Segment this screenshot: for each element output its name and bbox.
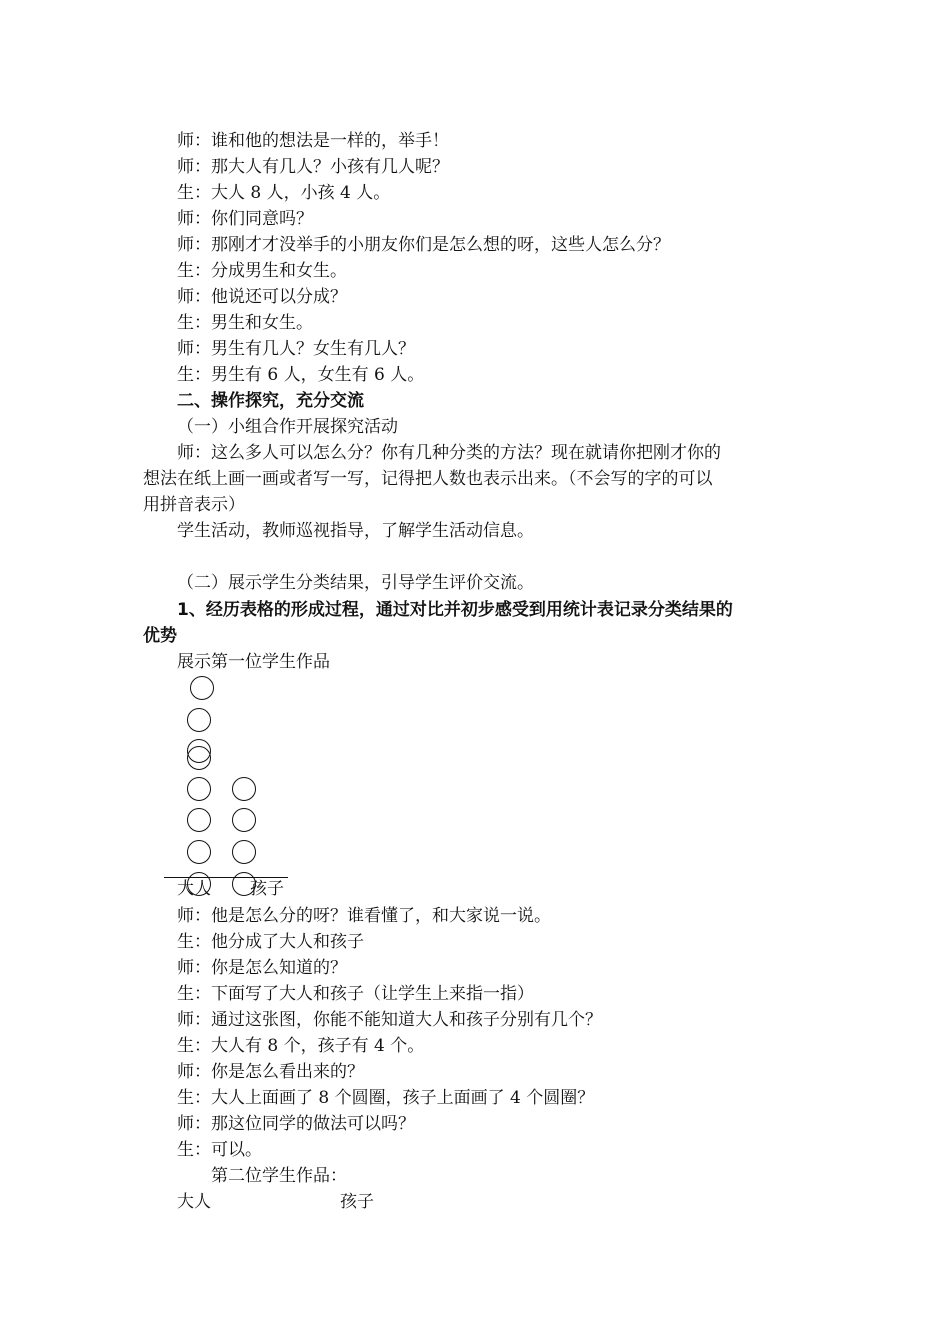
dialogue-line: 师：男生有几人？女生有几人？ [177, 339, 415, 359]
drawing-label-children: 孩子 [250, 879, 284, 899]
subsection-heading: （二）展示学生分类结果，引导学生评价交流。 [177, 573, 534, 593]
paragraph-line: 用拼音表示） [143, 495, 245, 515]
dialogue-line: 师：他是怎么分的呀？谁看懂了，和大家说一说。 [177, 906, 551, 926]
dialogue-line: 生：男生有 6 人，女生有 6 人。 [177, 365, 425, 385]
circle-mark [190, 676, 214, 700]
section-heading: 二、操作探究，充分交流 [177, 391, 364, 411]
dialogue-line: 师：你是怎么看出来的？ [177, 1062, 364, 1082]
dialogue-line: 师：那大人有几人？小孩有几人呢？ [177, 157, 449, 177]
second-label-children: 孩子 [340, 1192, 374, 1212]
circle-mark [187, 777, 211, 801]
circle-mark [187, 840, 211, 864]
dialogue-line: 师：你是怎么知道的？ [177, 958, 347, 978]
dialogue-line: 师：他说还可以分成？ [177, 287, 347, 307]
circle-mark [232, 777, 256, 801]
drawing-label-adults: 大人 [177, 879, 211, 899]
dialogue-line: 师：谁和他的想法是一样的，举手！ [177, 131, 449, 151]
dialogue-line: 生：分成男生和女生。 [177, 261, 347, 281]
dialogue-line: 师：通过这张图，你能不能知道大人和孩子分别有几个？ [177, 1010, 602, 1030]
paragraph-line: 第二位学生作品： [211, 1166, 347, 1186]
dialogue-line: 师：那这位同学的做法可以吗？ [177, 1114, 415, 1134]
dialogue-line: 师：那刚才才没举手的小朋友你们是怎么想的呀，这些人怎么分？ [177, 235, 670, 255]
point-heading: 优势 [143, 626, 177, 646]
circle-mark [187, 808, 211, 832]
circle-mark [232, 808, 256, 832]
dialogue-line: 生：他分成了大人和孩子 [177, 932, 364, 952]
subsection-heading: （一）小组合作开展探究活动 [177, 417, 398, 437]
circle-mark [232, 840, 256, 864]
circle-mark [187, 746, 211, 770]
second-label-adults: 大人 [177, 1192, 211, 1212]
circle-mark [187, 708, 211, 732]
paragraph-line: 师：这么多人可以怎么分？你有几种分类的方法？现在就请你把刚才你的 [177, 443, 721, 463]
dialogue-line: 生：大人上面画了 8 个圆圈，孩子上面画了 4 个圆圈？ [177, 1088, 595, 1108]
dialogue-line: 生：下面写了大人和孩子（让学生上来指一指） [177, 984, 534, 1004]
paragraph-line: 展示第一位学生作品 [177, 652, 330, 672]
dialogue-line: 生：男生和女生。 [177, 313, 313, 333]
point-heading: 1、经历表格的形成过程，通过对比并初步感受到用统计表记录分类结果的 [177, 600, 733, 620]
dialogue-line: 生：大人 8 人，小孩 4 人。 [177, 183, 391, 203]
paragraph-line: 学生活动，教师巡视指导，了解学生活动信息。 [177, 521, 534, 541]
dialogue-line: 师：你们同意吗？ [177, 209, 313, 229]
dialogue-line: 生：可以。 [177, 1140, 262, 1160]
dialogue-line: 生：大人有 8 个，孩子有 4 个。 [177, 1036, 425, 1056]
paragraph-line: 想法在纸上画一画或者写一写，记得把人数也表示出来。（不会写的字的可以 [143, 469, 713, 489]
